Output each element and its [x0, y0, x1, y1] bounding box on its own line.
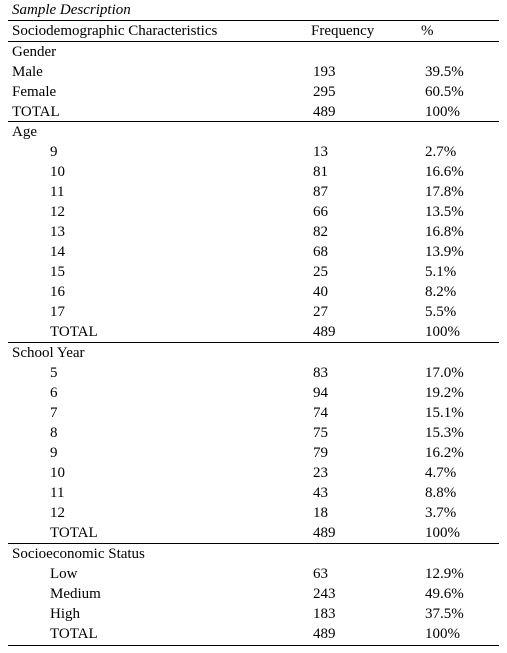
row-frequency: 66 — [313, 204, 328, 220]
table-row — [0, 242, 507, 262]
row-label: Female — [12, 84, 57, 100]
row-label: 8 — [50, 425, 58, 441]
table-row — [0, 403, 507, 423]
row-frequency: 63 — [313, 566, 328, 582]
table-row — [0, 443, 507, 463]
row-label: 6 — [50, 385, 58, 401]
row-percent: 100% — [425, 324, 460, 340]
row-label: 7 — [50, 405, 58, 421]
row-frequency: 243 — [313, 586, 336, 602]
row-percent: 60.5% — [425, 84, 464, 100]
section-title-row — [0, 122, 507, 142]
table-row — [0, 142, 507, 162]
row-label: 13 — [50, 224, 65, 240]
row-label: 9 — [50, 445, 58, 461]
header-characteristics: Sociodemographic Characteristics — [12, 23, 218, 39]
row-frequency: 23 — [313, 465, 328, 481]
table-row-total — [0, 523, 507, 543]
row-label: 17 — [50, 304, 65, 320]
row-percent: 5.1% — [425, 264, 457, 280]
row-percent: 2.7% — [425, 144, 457, 160]
row-percent: 16.2% — [425, 445, 464, 461]
row-percent: 4.7% — [425, 465, 457, 481]
section-title-age: Age — [12, 124, 37, 140]
row-frequency: 43 — [313, 485, 328, 501]
row-frequency: 18 — [313, 505, 328, 521]
header-percent: % — [421, 23, 434, 39]
table-row — [0, 182, 507, 202]
table-row — [0, 262, 507, 282]
table-row-total — [0, 322, 507, 342]
header-frequency: Frequency — [311, 23, 375, 39]
row-percent: 15.3% — [425, 425, 464, 441]
row-frequency: 27 — [313, 304, 328, 320]
row-label: TOTAL — [50, 525, 98, 541]
row-label: 5 — [50, 365, 58, 381]
row-frequency: 94 — [313, 385, 328, 401]
row-frequency: 68 — [313, 244, 328, 260]
row-label: TOTAL — [50, 324, 98, 340]
row-label: 10 — [50, 465, 65, 481]
row-percent: 5.5% — [425, 304, 457, 320]
row-percent: 37.5% — [425, 606, 464, 622]
row-label: High — [50, 606, 80, 622]
row-percent: 8.2% — [425, 284, 457, 300]
row-label: 9 — [50, 144, 58, 160]
table-row — [0, 82, 507, 102]
table-caption: Sample Description — [12, 2, 131, 18]
row-frequency: 79 — [313, 445, 328, 461]
table-row — [0, 503, 507, 523]
row-frequency: 489 — [313, 324, 336, 340]
row-label: TOTAL — [50, 626, 98, 642]
row-label: TOTAL — [12, 104, 60, 120]
row-frequency: 295 — [313, 84, 336, 100]
row-frequency: 82 — [313, 224, 328, 240]
row-percent: 3.7% — [425, 505, 457, 521]
row-label: Medium — [50, 586, 101, 602]
row-percent: 13.9% — [425, 244, 464, 260]
table-row — [0, 423, 507, 443]
row-percent: 100% — [425, 104, 460, 120]
section-title-school-year: School Year — [12, 345, 85, 361]
row-label: Male — [12, 64, 43, 80]
row-label: Low — [50, 566, 78, 582]
table-row — [0, 162, 507, 182]
row-percent: 16.8% — [425, 224, 464, 240]
section-title-socioeconomic-status: Socioeconomic Status — [12, 546, 145, 562]
row-percent: 16.6% — [425, 164, 464, 180]
row-label: 12 — [50, 204, 65, 220]
row-label: 14 — [50, 244, 65, 260]
row-frequency: 74 — [313, 405, 328, 421]
section-title-gender: Gender — [12, 44, 57, 60]
table-row-total — [0, 624, 507, 644]
row-label: 11 — [50, 184, 65, 200]
row-label: 11 — [50, 485, 65, 501]
row-frequency: 489 — [313, 104, 336, 120]
table-row — [0, 483, 507, 503]
row-percent: 100% — [425, 525, 460, 541]
row-frequency: 83 — [313, 365, 328, 381]
section-title-row — [0, 42, 507, 62]
section-title-row — [0, 343, 507, 363]
table-row — [0, 383, 507, 403]
table-header-row — [0, 21, 507, 41]
row-percent: 100% — [425, 626, 460, 642]
row-percent: 15.1% — [425, 405, 464, 421]
row-percent: 13.5% — [425, 204, 464, 220]
row-frequency: 183 — [313, 606, 336, 622]
row-label: 10 — [50, 164, 65, 180]
row-frequency: 81 — [313, 164, 328, 180]
table-row — [0, 463, 507, 483]
row-frequency: 13 — [313, 144, 328, 160]
table-row — [0, 564, 507, 584]
row-label: 12 — [50, 505, 65, 521]
section-title-row — [0, 544, 507, 564]
row-percent: 17.0% — [425, 365, 464, 381]
table-row — [0, 302, 507, 322]
table-row — [0, 62, 507, 82]
row-frequency: 75 — [313, 425, 328, 441]
row-percent: 17.8% — [425, 184, 464, 200]
row-frequency: 40 — [313, 284, 328, 300]
table-row — [0, 604, 507, 624]
row-percent: 8.8% — [425, 485, 457, 501]
row-frequency: 489 — [313, 525, 336, 541]
row-percent: 49.6% — [425, 586, 464, 602]
table-row-total — [0, 102, 507, 122]
row-label: 15 — [50, 264, 65, 280]
table-row — [0, 584, 507, 604]
row-frequency: 25 — [313, 264, 328, 280]
row-frequency: 87 — [313, 184, 328, 200]
table-row — [0, 222, 507, 242]
table-row — [0, 363, 507, 383]
bottom-rule — [8, 645, 499, 646]
table-row — [0, 282, 507, 302]
table-row — [0, 202, 507, 222]
row-percent: 19.2% — [425, 385, 464, 401]
row-label: 16 — [50, 284, 65, 300]
row-percent: 12.9% — [425, 566, 464, 582]
row-frequency: 193 — [313, 64, 336, 80]
row-frequency: 489 — [313, 626, 336, 642]
row-percent: 39.5% — [425, 64, 464, 80]
